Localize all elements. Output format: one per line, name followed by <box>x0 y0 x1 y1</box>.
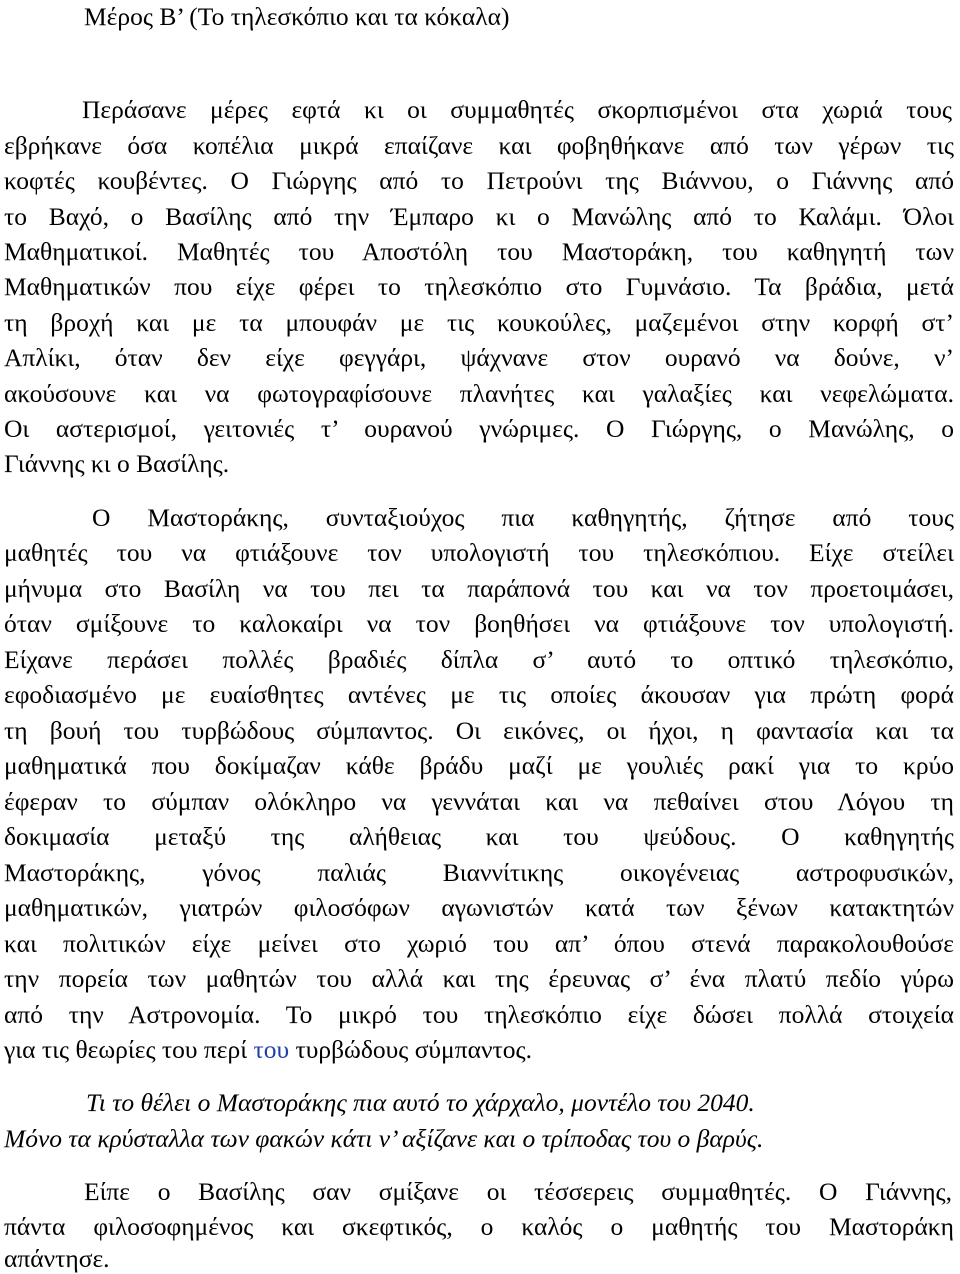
italic-line: Μόνο τα κρύσταλλα των φακών κάτι ν’ αξίζανε και ο τρίποδας του ο βαρύς. <box>4 1124 764 1153</box>
section-heading: Μέρος Β’ (Το τηλεσκόπιο και τα κόκαλα) <box>84 2 510 31</box>
paragraph-line: εφοδιασμένο με ευαίσθητες αντένες με τις οποίες άκουσαν για πρώτη φορά <box>4 680 954 709</box>
paragraph-line: από την Αστρονομία. Το μικρό του τηλεσκόπιο είχε δώσει πολλά στοιχεία <box>4 1000 954 1029</box>
paragraph-line: εβρήκανε όσα κοπέλια μικρά επαίζανε και φοβηθήκανε από των γέρων τις <box>4 131 954 160</box>
paragraph-line: τη βροχή και με τα μπουφάν με τις κουκούλες, μαζεμένοι στην κορφή στ’ <box>4 308 954 337</box>
paragraph-line: Μαθηματικών που είχε φέρει το τηλεσκόπιο στο Γυμνάσιο. Τα βράδια, μετά <box>4 272 954 301</box>
paragraph-line: Ο Μαστοράκης, συνταξιούχος πια καθηγητής, ζήτησε από τους <box>92 503 954 532</box>
text-run: τυρβώδους σύμπαντος. <box>289 1035 532 1064</box>
paragraph-line: απάντησε. <box>4 1244 110 1273</box>
paragraph-line: Απλίκι, όταν δεν είχε φεγγάρι, ψάχνανε στον ουρανό να δούνε, ν’ <box>4 343 954 372</box>
paragraph-line: το Βαχό, ο Βασίλης από την Έμπαρο κι ο Μανώλης από το Καλάμι. Όλοι <box>4 202 954 231</box>
paragraph-line: την πορεία των μαθητών του αλλά και της έρευνας σ’ ένα πλατύ πεδίο γύρω <box>4 964 954 993</box>
paragraph-line: έφεραν το σύμπαν ολόκληρο να γεννάται και να πεθαίνει στου Λόγου τη <box>4 787 954 816</box>
paragraph-line: Περάσανε μέρες εφτά κι οι συμμαθητές σκορπισμένοι στα χωριά τους <box>82 95 952 124</box>
paragraph-line: δοκιμασία μεταξύ της αλήθειας και του ψεύδους. Ο καθηγητής <box>4 822 954 851</box>
paragraph-line: Είπε ο Βασίλης σαν σμίξανε οι τέσσερεις συμμαθητές. Ο Γιάννης, <box>84 1177 952 1206</box>
paragraph-line: ακούσουνε και να φωτογραφίσουνε πλανήτες και γαλαξίες και νεφελώματα. <box>4 379 954 408</box>
paragraph-line: Οι αστερισμοί, γειτονιές τ’ ουρανού γνώριμες. Ο Γιώργης, ο Μανώλης, ο <box>4 414 954 443</box>
paragraph-line: μήνυμα στο Βασίλη να του πει τα παράπονά του και να τον προετοιμάσει, <box>4 574 954 603</box>
paragraph-line: Μαστοράκης, γόνος παλιάς Βιαννίτικης οικογένειας αστροφυσικών, <box>4 858 954 887</box>
paragraph-line: Γιάννης κι ο Βασίλης. <box>4 449 230 478</box>
highlighted-word: του <box>253 1035 290 1064</box>
paragraph-line: μαθηματικών, γιατρών φιλοσόφων αγωνιστών κατά των ξένων κατακτητών <box>4 893 954 922</box>
paragraph-line: και πολιτικών είχε μείνει στο χωριό του απ’ όπου στενά παρακολουθούσε <box>4 929 954 958</box>
paragraph-line: μαθηματικά που δοκίμαζαν κάθε βράδυ μαζί με γουλιές ρακί για το κρύο <box>4 751 954 780</box>
paragraph-line: Μαθηματικοί. Μαθητές του Αποστόλη του Μαστοράκη, του καθηγητή των <box>4 237 954 266</box>
paragraph-line: μαθητές του να φτιάξουνε τον υπολογιστή του τηλεσκόπιου. Είχε στείλει <box>4 538 954 567</box>
paragraph-line: κοφτές κουβέντες. Ο Γιώργης από το Πετρούνι της Βιάννου, ο Γιάννης από <box>4 166 954 195</box>
paragraph-line: τη βουή του τυρβώδους σύμπαντος. Οι εικόνες, οι ήχοι, η φαντασία και τα <box>4 716 954 745</box>
paragraph-line: πάντα φιλοσοφημένος και σκεφτικός, ο καλός ο μαθητής του Μαστοράκη <box>4 1212 954 1241</box>
paragraph-line: όταν σμίξουνε το καλοκαίρι να τον βοηθήσει να φτιάξουνε τον υπολογιστή. <box>4 609 954 638</box>
text-run: για τις θεωρίες του περί <box>4 1035 254 1064</box>
italic-line: Τι το θέλει ο Μαστοράκης πια αυτό το χάρχαλο, μοντέλο του 2040. <box>86 1088 755 1117</box>
paragraph-line <box>4 1032 954 1067</box>
paragraph-line: Είχανε περάσει πολλές βραδιές δίπλα σ’ αυτό το οπτικό τηλεσκόπιο, <box>4 645 954 674</box>
